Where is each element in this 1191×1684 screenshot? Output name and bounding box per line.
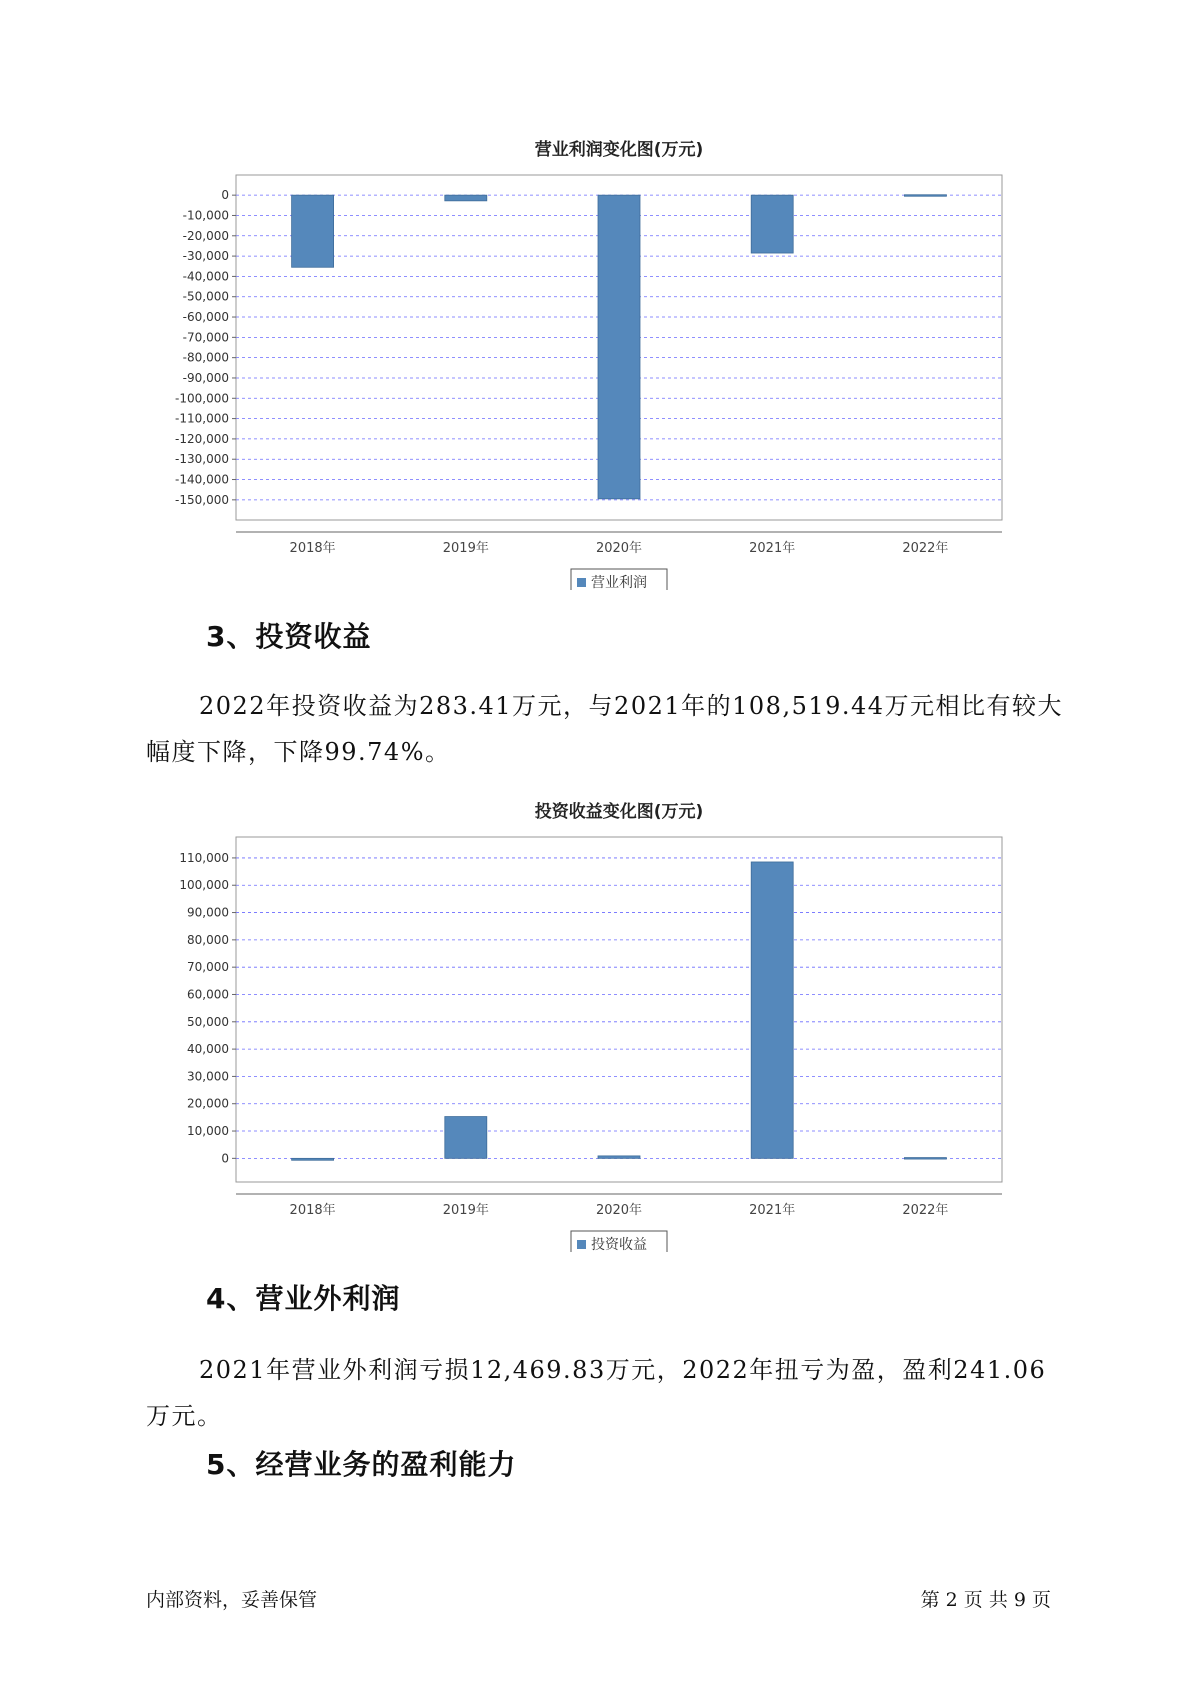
bar [904,195,946,197]
legend-swatch [577,578,586,587]
operating-profit-chart-svg [0,130,1191,590]
section-4-text: 2021年营业外利润亏损12,469.83万元，2022年扭亏为盈，盈利241.06万元。 [146,1356,1047,1430]
section-5-heading: 5、经营业务的盈利能力 [206,1448,517,1481]
section-4-heading: 4、营业外利润 [206,1282,401,1315]
y-tick-label: 70,000 [187,960,229,975]
investment-income-chart [0,792,1191,1252]
y-tick-label: -100,000 [175,391,229,406]
y-tick-label: 50,000 [187,1014,229,1029]
y-tick-label: 80,000 [187,932,229,947]
y-tick-label: -70,000 [182,330,229,345]
bar [445,195,487,201]
y-tick-label: -80,000 [182,350,229,365]
y-tick-label: -30,000 [182,249,229,264]
x-tick-label: 2022年 [902,541,949,556]
y-tick-label: -90,000 [182,370,229,385]
bar [751,862,793,1158]
legend-label: 营业利润 [591,575,647,590]
y-tick-label: 10,000 [187,1124,229,1139]
investment-income-chart-svg [0,792,1191,1252]
y-tick-label: 60,000 [187,987,229,1002]
y-tick-label: -130,000 [175,452,229,467]
y-tick-label: -10,000 [182,208,229,223]
bar [904,1158,946,1160]
y-tick-label: 20,000 [187,1096,229,1111]
x-tick-label: 2021年 [749,541,796,556]
footer-confidential-note: 内部资料，妥善保管 [146,1589,318,1611]
x-tick-label: 2019年 [442,541,489,556]
y-tick-label: 0 [221,1151,229,1166]
y-tick-label: -50,000 [182,289,229,304]
y-tick-label: -40,000 [182,269,229,284]
chart-title: 投资收益变化图(万元) [534,802,704,822]
y-tick-label: 40,000 [187,1042,229,1057]
y-tick-label: 30,000 [187,1069,229,1084]
y-tick-label: 0 [221,188,229,203]
bar [598,1156,640,1158]
y-tick-label: -60,000 [182,310,229,325]
x-tick-label: 2019年 [442,1203,489,1218]
y-tick-label: -120,000 [175,431,229,446]
y-tick-label: 110,000 [179,850,229,865]
x-tick-label: 2018年 [289,1203,336,1218]
y-tick-label: 90,000 [187,905,229,920]
x-tick-label: 2020年 [595,1203,643,1218]
y-tick-label: -20,000 [182,228,229,243]
x-tick-label: 2020年 [595,541,643,556]
y-tick-label: -150,000 [175,492,229,507]
x-tick-label: 2018年 [289,541,336,556]
x-tick-label: 2021年 [749,1203,796,1218]
legend-swatch [577,1240,586,1249]
bar [598,195,640,499]
y-tick-label: 100,000 [179,878,229,893]
y-tick-label: -110,000 [175,411,229,426]
footer-page-number: 第 2 页 共 9 页 [920,1589,1051,1611]
bar [292,1158,334,1160]
section-3-text: 2022年投资收益为283.41万元，与2021年的108,519.44万元相比有较大幅度下降，下降99.74%。 [146,692,1064,766]
bar [751,195,793,253]
section-3-heading: 3、投资收益 [206,620,372,653]
y-tick-label: -140,000 [175,472,229,487]
legend-label: 投资收益 [591,1237,647,1252]
plot-area [236,837,1002,1182]
chart-title: 营业利润变化图(万元) [534,140,704,160]
bar [292,195,334,267]
x-tick-label: 2022年 [902,1203,949,1218]
operating-profit-chart [0,130,1191,590]
bar [445,1117,487,1159]
